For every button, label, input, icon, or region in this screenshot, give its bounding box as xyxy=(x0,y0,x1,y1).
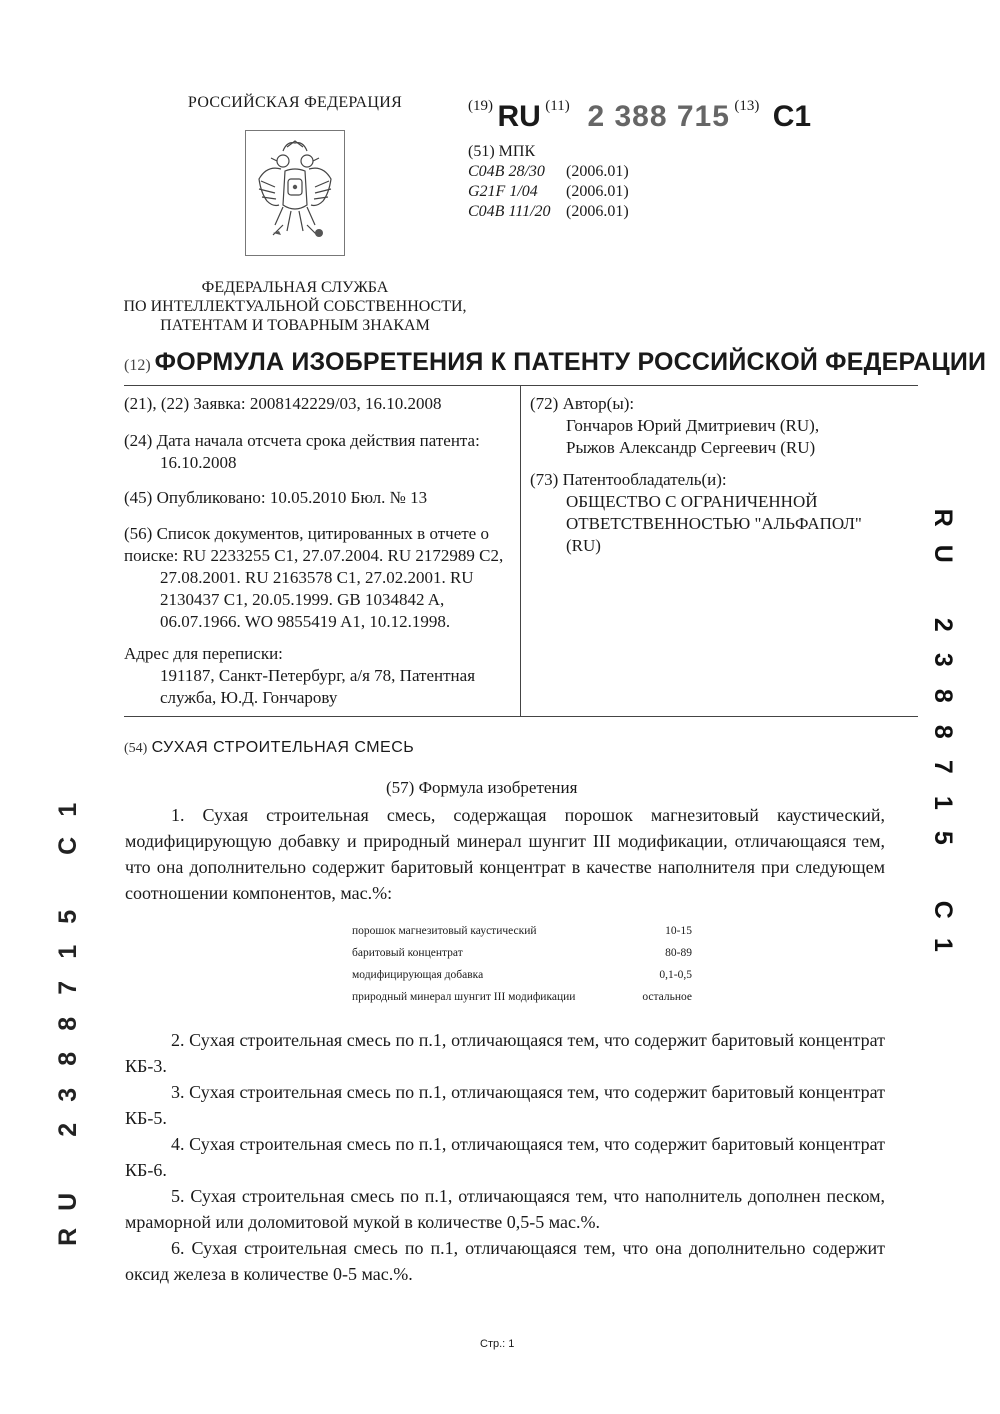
side-char: R xyxy=(54,1227,83,1246)
term-start-label: (24) Дата начала отсчета срока действия патента: xyxy=(124,431,480,450)
ipc-code: C04B 111/20 xyxy=(468,203,551,220)
claim-text: 5. Сухая строительная смесь по п.1, отличающаяся тем, что наполнитель дополнен песком, мраморной или доломитовой мукой в количестве 0,5-5 мас.%. xyxy=(125,1186,885,1232)
claim-text: 4. Сухая строительная смесь по п.1, отличающаяся тем, что содержит баритовый концентрат КБ-6. xyxy=(125,1134,885,1180)
ipc-edition: (2006.01) xyxy=(566,203,629,220)
state-emblem xyxy=(245,130,345,256)
ipc-block xyxy=(468,142,629,222)
agency-line: ПО ИНТЕЛЛЕКТУАЛЬНОЙ СОБСТВЕННОСТИ, xyxy=(123,298,467,315)
author-name: Гончаров Юрий Дмитриевич (RU), xyxy=(566,416,820,435)
side-number-right xyxy=(928,500,956,963)
claim-text: 2. Сухая строительная смесь по п.1, отличающаяся тем, что содержит баритовый концентрат КБ-3. xyxy=(125,1030,885,1076)
cited-line: 2130437 C1, 20.05.1999. GB 1034842 A, xyxy=(160,590,445,609)
component-name: порошок магнезитовый каустический xyxy=(352,925,537,937)
component-amount: 0,1-0,5 xyxy=(659,969,692,981)
cited-line: поиске: RU 2233255 C1, 27.07.2004. RU 2172989 C2, xyxy=(124,546,504,565)
side-char xyxy=(51,1152,87,1180)
cited-documents xyxy=(124,523,509,633)
side-char: 8 xyxy=(928,724,957,739)
authors xyxy=(530,393,900,459)
invention-title-text: СУХАЯ СТРОИТЕЛЬНАЯ СМЕСЬ xyxy=(151,739,415,756)
term-start xyxy=(124,430,509,474)
cited-line: 06.07.1966. WO 9855419 A1, 10.12.1998. xyxy=(160,612,451,631)
address-label: Адрес для переписки: xyxy=(124,644,283,663)
country-name: РОССИЙСКАЯ ФЕДЕРАЦИЯ xyxy=(187,94,403,111)
claim-text: 6. Сухая строительная смесь по п.1, отличающаяся тем, что она дополнительно содержит оксид железа в количестве 0-5 мас.%. xyxy=(125,1238,885,1284)
title-divider xyxy=(124,385,918,386)
column-divider xyxy=(520,386,521,716)
component-amount: остальное xyxy=(642,991,692,1003)
side-char: 8 xyxy=(54,1016,83,1031)
page-number: Стр.: 1 xyxy=(480,1338,515,1350)
composition-row xyxy=(352,986,692,1008)
side-char: 1 xyxy=(928,795,957,810)
composition-row xyxy=(352,942,692,964)
owner-label: (73) Патентообладатель(и): xyxy=(530,470,727,489)
composition-row xyxy=(352,920,692,942)
component-amount: 80-89 xyxy=(665,947,692,959)
side-char: 8 xyxy=(54,1052,83,1066)
claim-text: 3. Сухая строительная смесь по п.1, отличающаяся тем, что содержит баритовый концентрат КБ-5. xyxy=(125,1082,885,1128)
side-char: 5 xyxy=(928,831,957,846)
side-char xyxy=(924,860,960,888)
claims-dependent xyxy=(125,1027,885,1287)
owner-line: ОТВЕТСТВЕННОСТЬЮ "АЛЬФАПОЛ" xyxy=(566,514,862,533)
ipc-edition: (2006.01) xyxy=(566,183,629,200)
cited-line: 27.08.2001. RU 2163578 C1, 27.02.2001. RU xyxy=(160,568,474,587)
patent-owner xyxy=(530,469,900,557)
component-name: модифицирующая добавка xyxy=(352,969,484,981)
side-char: 1 xyxy=(54,945,83,960)
side-char: U xyxy=(928,544,957,563)
composition-table xyxy=(352,920,692,1008)
kind-code: C1 xyxy=(772,100,812,133)
title-text: ФОРМУЛА ИЗОБРЕТЕНИЯ К ПАТЕНТУ РОССИЙСКОЙ ФЕДЕРАЦИИ xyxy=(154,348,987,376)
author-name: Рыжов Александр Сергеевич (RU) xyxy=(566,438,816,457)
side-char: U xyxy=(54,1192,83,1211)
owner-line: ОБЩЕСТВО С ОГРАНИЧЕННОЙ xyxy=(566,492,818,511)
agency-name xyxy=(110,278,480,335)
owner-line: (RU) xyxy=(566,536,601,555)
ipc-edition: (2006.01) xyxy=(566,163,629,180)
ipc-code: G21F 1/04 xyxy=(468,183,538,200)
claim-1 xyxy=(125,802,885,906)
address-line: 191187, Санкт-Петербург, а/я 78, Патентная xyxy=(160,666,476,685)
side-char xyxy=(924,575,960,603)
code-13: (13) xyxy=(734,98,760,114)
title-code: (12) xyxy=(124,357,151,374)
claims-heading: (57) Формула изобретения xyxy=(386,778,578,797)
ipc-row xyxy=(468,162,629,182)
agency-line: ФЕДЕРАЛЬНАЯ СЛУЖБА xyxy=(201,279,389,296)
correspondence-address xyxy=(124,643,509,709)
address-line: служба, Ю.Д. Гончарову xyxy=(160,688,338,707)
side-char: 2 xyxy=(928,617,957,632)
patent-number: 2 388 715 xyxy=(587,100,730,133)
patent-number-line xyxy=(468,100,811,134)
side-char: 3 xyxy=(928,653,957,668)
side-char: 8 xyxy=(928,688,957,703)
term-start-date: 16.10.2008 xyxy=(160,453,237,472)
component-name: природный минерал шунгит III модификации xyxy=(352,991,576,1003)
ipc-code: C04B 28/30 xyxy=(468,163,545,180)
invention-code: (54) xyxy=(124,741,148,756)
side-char: C xyxy=(54,836,83,855)
side-char: 7 xyxy=(54,980,83,995)
side-char: R xyxy=(928,508,957,527)
component-amount: 10-15 xyxy=(665,925,692,937)
composition-row xyxy=(352,964,692,986)
eagle-emblem-icon xyxy=(253,137,337,247)
side-char: 7 xyxy=(928,760,957,774)
cited-line: (56) Список документов, цитированных в отчете о xyxy=(124,524,489,543)
document-title xyxy=(124,348,986,377)
side-char xyxy=(51,867,87,895)
side-char: 3 xyxy=(54,1087,83,1102)
country-code: RU xyxy=(497,100,541,133)
ipc-row xyxy=(468,182,629,202)
side-char: 2 xyxy=(54,1123,83,1138)
side-char: 1 xyxy=(54,802,83,817)
ipc-row xyxy=(468,202,629,222)
biblio-bottom-divider xyxy=(124,716,918,717)
code-19: (19) xyxy=(468,98,493,114)
code-11: (11) xyxy=(545,98,570,114)
publication-data: (45) Опубликовано: 10.05.2010 Бюл. № 13 xyxy=(124,488,428,507)
claim-text: 1. Сухая строительная смесь, содержащая порошок магнезитовый каустический, модифицирующую добавку и природный минерал шунгит III модификации, отличающаяся тем, что она дополнительно содержит баритовый концентрат в качестве наполнителя при следующем соотношении компонентов, мас.%: xyxy=(125,805,885,903)
application-data: (21), (22) Заявка: 2008142229/03, 16.10.2008 xyxy=(124,394,442,413)
side-number-left xyxy=(55,792,83,1255)
side-char: 5 xyxy=(54,909,83,924)
authors-label: (72) Автор(ы): xyxy=(530,394,635,413)
invention-title xyxy=(124,737,414,757)
side-char: 1 xyxy=(928,937,957,952)
component-name: баритовый концентрат xyxy=(352,947,463,959)
ipc-label: (51) МПК xyxy=(468,143,536,160)
agency-line: ПАТЕНТАМ И ТОВАРНЫМ ЗНАКАМ xyxy=(160,317,430,334)
header-left xyxy=(110,94,480,335)
side-char: C xyxy=(928,900,957,919)
